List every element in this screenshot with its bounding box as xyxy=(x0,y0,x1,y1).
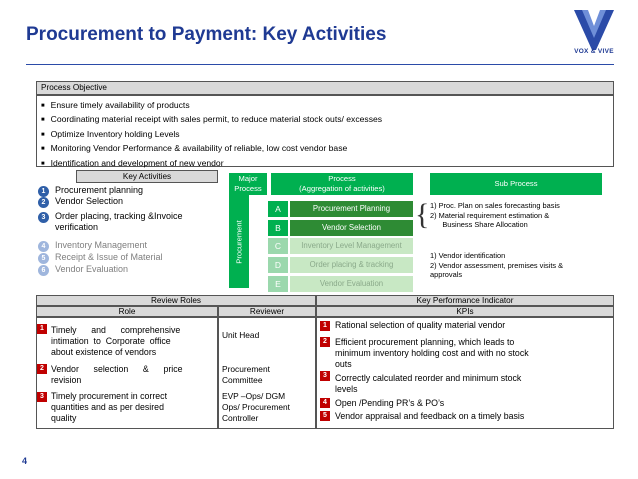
role-item xyxy=(51,325,215,358)
kpi-line: Rational selection of quality material vendor xyxy=(335,320,506,330)
role-line: Timely and comprehensive xyxy=(51,325,181,335)
reviewer-line: Committee xyxy=(222,375,263,385)
kpi-line: Efficient procurement planning, which leads to xyxy=(335,337,515,347)
activity-label: Receipt & Issue of Material xyxy=(55,252,163,262)
reviewer-item xyxy=(222,391,290,424)
reviewer-line: Controller xyxy=(222,413,259,423)
activity-number-icon: 3 xyxy=(38,212,49,223)
role-number-badge: 2 xyxy=(37,364,47,374)
review-roles-heading: Review Roles xyxy=(36,295,316,306)
process-letter-d: D xyxy=(268,257,288,273)
reviewer-line: EVP –Ops/ DGM xyxy=(222,391,286,401)
activity-number-icon: 2 xyxy=(38,197,49,208)
kpis-header: KPIs xyxy=(316,306,614,317)
kpi-line: Open /Pending PR’s & PO’s xyxy=(335,398,445,408)
procurement-side-label xyxy=(229,195,249,288)
page-title: Procurement to Payment: Key Activities xyxy=(26,24,387,45)
kpi-line: Correctly calculated reorder and minimum stock xyxy=(335,373,522,383)
sub-process-line: 2) Material requirement estimation & xyxy=(430,210,550,220)
process-letter-b: B xyxy=(268,220,288,236)
brace-icon: { xyxy=(415,198,430,231)
objective-bullet: ■ Monitoring Vendor Performance & availability of reliable, low cost vendor base xyxy=(41,142,613,156)
activity-number-icon: 1 xyxy=(38,186,49,197)
role-number-badge: 1 xyxy=(37,324,47,334)
sub-process-line: Business Share Allocation xyxy=(430,220,528,229)
process-row-e: Vendor Evaluation xyxy=(290,276,413,292)
sub-process-line: 1) Vendor identification xyxy=(430,251,506,260)
process-row-d: Order placing & tracking xyxy=(290,257,413,273)
process-header-subtitle: (Aggregation of activities) xyxy=(299,183,385,193)
objective-bullet: ■ Coordinating material receipt with sales permit, to reduce material stock outs/ excesses xyxy=(41,113,613,127)
activity-number-icon: 6 xyxy=(38,265,49,276)
activity-label: Procurement planning xyxy=(55,185,144,195)
kpi-line: minimum inventory holding cost and with no stock xyxy=(335,348,529,358)
kpi-number-badge: 2 xyxy=(320,337,330,347)
major-process-header: Major Process xyxy=(229,173,267,195)
process-letter-e: E xyxy=(268,276,288,292)
role-line: Timely procurement in correct xyxy=(51,391,168,401)
activity-label: Order placing, tracking &Invoice xyxy=(55,211,183,221)
objective-bullet: ■ Optimize Inventory holding Levels xyxy=(41,128,613,142)
kpi-line: levels xyxy=(335,384,358,394)
role-number-badge: 3 xyxy=(37,392,47,402)
reviewer-line: Procurement xyxy=(222,364,270,374)
activity-number-icon: 4 xyxy=(38,241,49,252)
kpi-item xyxy=(335,337,529,370)
sub-process-line: approvals xyxy=(430,270,463,279)
process-header xyxy=(271,173,413,195)
process-letter-a: A xyxy=(268,201,288,217)
process-row-c: Inventory Level Management xyxy=(290,238,413,254)
role-line: about existence of vendors xyxy=(51,347,157,357)
activity-label: Vendor Evaluation xyxy=(55,264,129,274)
role-line: intimation to Corporate office xyxy=(51,336,171,346)
role-line: revision xyxy=(51,375,82,385)
process-row-a: Procurement Planning xyxy=(290,201,413,217)
kpi-number-badge: 3 xyxy=(320,371,330,381)
reviewer-line: Ops/ Procurement xyxy=(222,402,290,412)
process-objective-heading: Process Objective xyxy=(36,81,614,95)
activity-label: Vendor Selection xyxy=(55,196,124,206)
role-line: quantities and as per desired xyxy=(51,402,164,412)
kpi-line: outs xyxy=(335,359,352,369)
process-row-b: Vendor Selection xyxy=(290,220,413,236)
activity-label: Inventory Management xyxy=(55,240,148,250)
role-item xyxy=(51,364,215,386)
reviewer-item xyxy=(222,364,270,386)
procurement-label: Procurement xyxy=(234,219,244,264)
kpi-number-badge: 1 xyxy=(320,321,330,331)
page-number: 4 xyxy=(22,456,28,466)
role-item xyxy=(51,391,215,424)
kpi-item xyxy=(335,320,505,331)
sub-process-line: 2) Vendor assessment, premises visits & xyxy=(430,260,564,270)
kpi-item xyxy=(335,373,521,395)
objective-bullet: ■ Ensure timely availability of products xyxy=(41,99,613,113)
reviewer-header: Reviewer xyxy=(218,306,316,317)
kpi-number-badge: 4 xyxy=(320,398,330,408)
sub-process-b xyxy=(430,251,563,280)
sub-process-a xyxy=(430,201,560,230)
title-divider xyxy=(26,64,614,65)
sub-process-header: Sub Process xyxy=(430,173,602,195)
process-letter-c: C xyxy=(268,238,288,254)
sub-process-line: 1) Proc. Plan on sales forecasting basis xyxy=(430,201,560,210)
kpi-item xyxy=(335,411,524,422)
logo-text: VOX & VIVE xyxy=(574,48,614,55)
key-activities-heading: Key Activities xyxy=(76,170,218,183)
kpi-item xyxy=(335,398,444,409)
reviewer-line: Unit Head xyxy=(222,330,260,340)
kpi-line: Vendor appraisal and feedback on a timely basis xyxy=(335,411,525,421)
reviewer-item xyxy=(222,330,259,341)
kpi-number-badge: 5 xyxy=(320,411,330,421)
activity-number-icon: 5 xyxy=(38,253,49,264)
process-header-title: Process xyxy=(328,174,356,183)
role-line: quality xyxy=(51,413,77,423)
process-objective-list xyxy=(36,95,614,167)
role-header: Role xyxy=(36,306,218,317)
kpi-heading: Key Performance Indicator xyxy=(316,295,614,306)
activity-label: verification xyxy=(55,222,99,232)
objective-bullet: ■ Identification and development of new vendor xyxy=(41,157,613,171)
role-line: Vendor selection & price xyxy=(51,364,183,374)
